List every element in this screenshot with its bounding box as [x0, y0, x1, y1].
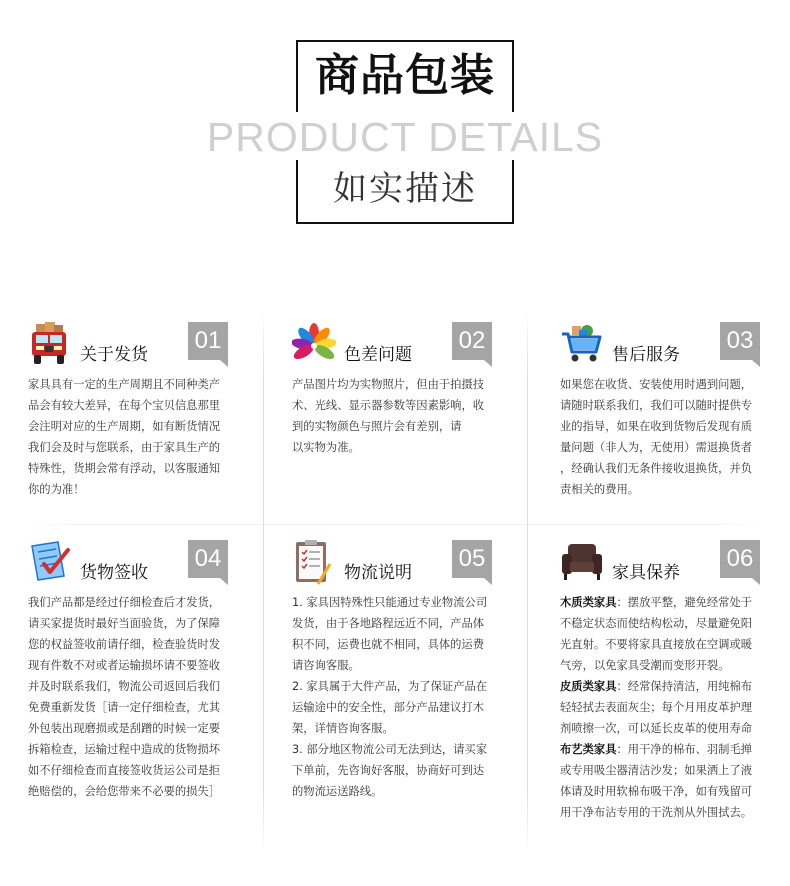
card-line: 绝赔偿的，会给您带来不必要的损失］ [28, 785, 221, 798]
card-line: 3. 部分地区物流公司无法到达，请买家 [292, 743, 488, 756]
card-title: 货物签收 [80, 563, 148, 583]
card-line: 术、光线、显示器参数等因素影响，收 [292, 399, 485, 412]
card-line: 我们产品都是经过仔细检查后才发货， [28, 596, 221, 609]
card-line: 光直射。不要将家具直接放在空调或暖 [560, 638, 753, 651]
card-line: 2. 家具属于大件产品，为了保证产品在 [292, 680, 488, 693]
card-line: 家具具有一定的生产周期且不同种类产 [28, 378, 221, 391]
card-line: 运输途中的安全性，部分产品建议打木 [292, 701, 485, 714]
card-body [560, 374, 772, 500]
section-label: 布艺类家具 [560, 743, 617, 756]
section-label: 木质类家具 [560, 596, 617, 609]
card-line: 积不同，运费也就不相同，具体的运费 [292, 638, 485, 651]
card-line: 的物流运送路线。 [292, 785, 383, 798]
section-text: ：摆放平整，避免经常处于 [616, 596, 753, 609]
card-title: 家具保养 [612, 563, 680, 583]
page-title: 商品包装 [315, 50, 495, 101]
row-divider [20, 524, 770, 525]
card-title: 色差问题 [344, 345, 412, 365]
card-body [560, 592, 772, 823]
card-line [560, 739, 772, 760]
card-line: 我们会及时与您联系，由于家具生产的 [28, 441, 221, 454]
card-number-badge: 05 [452, 540, 492, 578]
card-line: 请买家提货时最好当面验货，为了保障 [28, 617, 221, 630]
card-line: 免费重新发货［请一定仔细检查，尤其 [28, 701, 221, 714]
card-line: 到的实物颜色与照片会有差别，请 [292, 420, 462, 433]
card-line: 剂喷擦一次，可以延长皮革的使用寿命 [560, 722, 753, 735]
card-line: 气旁，以免家具受潮而变形开裂。 [560, 659, 730, 672]
card-line: 如不仔细检查而直接签收货运公司是拒 [28, 764, 221, 777]
card-line: 架，详情咨询客服。 [292, 722, 394, 735]
card-body [28, 374, 240, 500]
card-line [560, 676, 772, 697]
card-line: 下单前，先咨询好客服，协商好可到达 [292, 764, 485, 777]
card-line: 并及时联系我们，物流公司返回后我们 [28, 680, 221, 693]
card-line: ，经确认我们无条件接收退换货，并负 [560, 462, 753, 475]
column-divider [527, 312, 528, 852]
section-text: ：经常保持清洁，用纯棉布 [616, 680, 753, 693]
card-body [28, 592, 240, 802]
card-number-badge: 02 [452, 322, 492, 360]
card-line: 你的为准！ [28, 483, 85, 496]
card-line: 用干净布沾专用的干洗剂从外围拭去。 [560, 806, 753, 819]
card-line: 您的权益签收前请仔细，检查验货时发 [28, 638, 221, 651]
card-line: 以实物为准。 [292, 441, 360, 454]
card-line: 品会有较大差异，在每个宝贝信息那里 [28, 399, 221, 412]
card-number-badge: 03 [720, 322, 760, 360]
card-body [292, 374, 504, 458]
card-line: 业的指导，如果在收到货物后发现有质 [560, 420, 753, 433]
card-line: 特殊性，货期会常有浮动，以客服通知 [28, 462, 221, 475]
card-line: 或专用吸尘器清洁沙发；如果洒上了液 [560, 764, 753, 777]
clipboard-icon [292, 540, 336, 584]
armchair-icon [560, 540, 604, 584]
card-line: 量问题（非人为，无使用）需退换货者 [560, 441, 753, 454]
card-line: 产品图片均为实物照片，但由于拍摄技 [292, 378, 485, 391]
card-line: 拆箱检查，运输过程中造成的货物损坏 [28, 743, 221, 756]
page-subtitle: 如实描述 [333, 169, 477, 209]
card-line: 1. 家具因特殊性只能通过专业物流公司 [292, 596, 488, 609]
card-body [292, 592, 504, 802]
card-title: 物流说明 [344, 563, 412, 583]
section-text: ：用干净的棉布、羽制毛掸 [616, 743, 753, 756]
card-line: 责相关的费用。 [560, 483, 640, 496]
card-title: 售后服务 [612, 345, 680, 365]
card-line [560, 592, 772, 613]
color-palette-icon [292, 322, 336, 366]
section-label: 皮质类家具 [560, 680, 617, 693]
shopping-cart-icon [560, 322, 604, 366]
card-line: 不稳定状态而使结构松动，尽量避免阳 [560, 617, 753, 630]
card-line: 会注明对应的生产周期，如有断货情况 [28, 420, 221, 433]
column-divider [263, 312, 264, 852]
card-number-badge: 06 [720, 540, 760, 578]
card-line: 轻轻拭去表面灰尘；每个月用皮革护理 [560, 701, 753, 714]
card-number-badge: 01 [188, 322, 228, 360]
card-number-badge: 04 [188, 540, 228, 578]
delivery-truck-icon [28, 322, 72, 366]
card-line: 请随时联系我们，我们可以随时提供专 [560, 399, 753, 412]
card-line: 请咨询客服。 [292, 659, 360, 672]
english-subtitle: PRODUCT DETAILS [206, 114, 604, 160]
card-line: 现有件数不对或者运输损坏请不要签收 [28, 659, 221, 672]
card-title: 关于发货 [80, 345, 148, 365]
card-line: 外包装出现磨损或是刮蹭的时候一定要 [28, 722, 221, 735]
card-line: 体请及时用软棉布吸干净，如有残留可 [560, 785, 753, 798]
card-line: 发货，由于各地路程远近不同，产品体 [292, 617, 485, 630]
checklist-icon [28, 540, 72, 584]
card-line: 如果您在收货、安装使用时遇到问题， [560, 378, 753, 391]
